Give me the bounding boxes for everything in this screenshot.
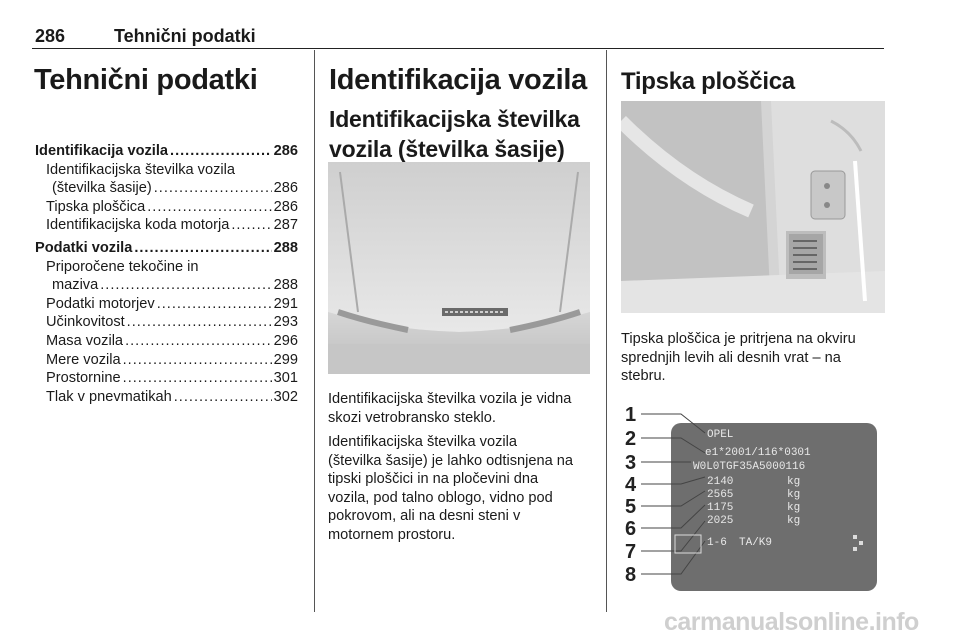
- column-divider-2: [606, 50, 607, 612]
- plate-text: 1-6: [707, 537, 727, 549]
- toc-entry[interactable]: Prostornine ..... 301: [35, 369, 298, 388]
- plate-unit: kg: [787, 489, 801, 501]
- section-title: Identifikacija vozila: [329, 64, 588, 96]
- page-number: 286: [35, 26, 66, 46]
- toc-entry[interactable]: Mere vozila ..... 299: [35, 351, 298, 370]
- toc-entry[interactable]: Priporočene tekočine in: [46, 258, 199, 275]
- toc-entry[interactable]: Tlak v pnevmatikah ..... 302: [35, 388, 298, 407]
- plate-text: e1*2001/116*0301: [705, 447, 811, 459]
- callout-number: 2: [625, 428, 637, 450]
- door-pillar-photo: [621, 101, 885, 313]
- table-of-contents: [35, 142, 298, 406]
- plate-unit: kg: [787, 502, 801, 514]
- toc-entry-continued[interactable]: (številka šasije) ..... 286: [35, 179, 298, 198]
- column-divider-1: [314, 50, 315, 612]
- plate-unit: kg: [787, 476, 801, 488]
- header-title: Tehnični podatki: [114, 26, 256, 46]
- callout-number: 8: [625, 564, 637, 586]
- callout-number: 6: [625, 518, 637, 540]
- plate-text: 2565: [707, 489, 734, 501]
- plate-unit: kg: [787, 515, 801, 527]
- watermark: carmanualsonline.info: [664, 608, 919, 636]
- toc-entry[interactable]: Identifikacijska koda motorja ..... 287: [35, 216, 298, 235]
- plate-text: W0L0TGF35A5000116: [693, 461, 806, 473]
- toc-entry[interactable]: Identifikacijska številka vozila: [46, 161, 235, 178]
- paragraph: Tipska ploščica je pritrjena na okviru sprednjih levih ali desnih vrat – na stebru.: [621, 331, 856, 385]
- plate-text: 2140: [707, 476, 734, 488]
- type-plate-diagram: [621, 391, 885, 604]
- subsection-title: Identifikacijska številka vozila (številka šasije): [329, 106, 580, 162]
- plate-text: 2025: [707, 515, 734, 527]
- callout-number: 7: [625, 541, 637, 563]
- paragraph: Identifikacijska številka vozila (številka šasije) je lahko odtisnjena na tipski ploščici in na pločevini dna vozila, pod talno oblogo, vidno pod pokrovom, ali na desni steni v motornem prostoru.: [328, 434, 573, 543]
- toc-entry[interactable]: Podatki vozila ..... 288: [35, 239, 298, 258]
- windshield-vin-photo: [328, 162, 590, 374]
- callout-number: 5: [625, 496, 637, 518]
- plate-text: 1175: [707, 502, 734, 514]
- toc-entry[interactable]: Podatki motorjev ..... 291: [35, 295, 298, 314]
- paragraph: Identifikacijska številka vozila je vidna skozi vetrobransko steklo.: [328, 391, 572, 426]
- section-title: Tipska ploščica: [621, 68, 795, 95]
- callout-number: 3: [625, 452, 637, 474]
- toc-entry[interactable]: Identifikacija vozila ..... 286: [35, 142, 298, 161]
- chapter-title: Tehnični podatki: [34, 64, 258, 96]
- toc-entry-continued[interactable]: maziva ..... 288: [35, 276, 298, 295]
- callout-number: 4: [625, 474, 637, 496]
- callout-number: 1: [625, 404, 637, 426]
- plate-text: TA/K9: [739, 537, 773, 549]
- toc-entry[interactable]: Tipska ploščica ..... 286: [35, 198, 298, 217]
- toc-entry[interactable]: Masa vozila ..... 296: [35, 332, 298, 351]
- page-header: [32, 22, 884, 49]
- toc-entry[interactable]: Učinkovitost ..... 293: [35, 313, 298, 332]
- plate-text: OPEL: [707, 429, 734, 441]
